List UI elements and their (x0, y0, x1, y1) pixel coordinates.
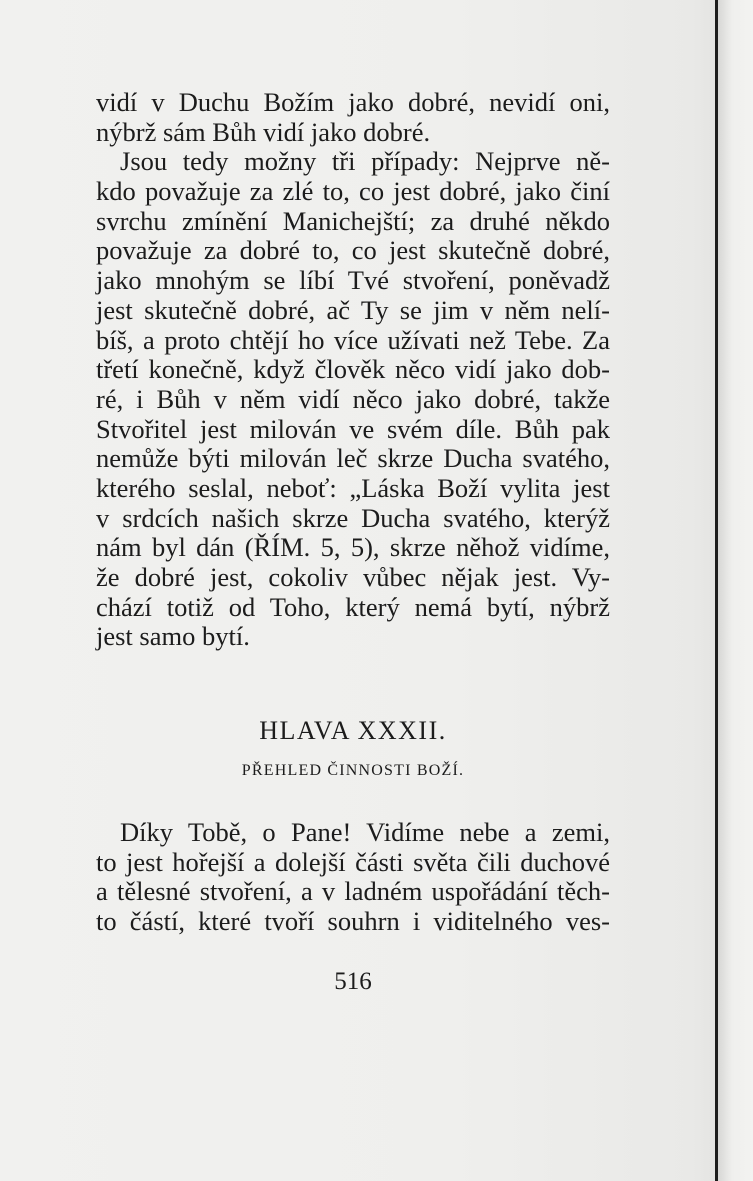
text-line: považuje za dobré to, co jest skutečně dobré, (96, 235, 610, 266)
top-paragraph (96, 88, 610, 652)
text-line: ré, i Bůh v něm vidí něco jako dobré, takže (96, 383, 610, 414)
text-line: Díky Tobě, o Pane! Vidíme nebe a zemi, (120, 817, 610, 847)
text-line: v srdcích našich skrze Ducha svatého, kterýž (96, 502, 610, 533)
chapter-subtitle: PŘEHLED ČINNOSTI BOŽÍ. (241, 762, 465, 779)
text-line: třetí konečně, když člověk něco vidí jako dob- (96, 354, 610, 385)
text-line: nemůže býti milován leč skrze Ducha svatého, (96, 443, 610, 474)
text-line: jest skutečně dobré, ač Ty se jim v něm nelí- (96, 294, 610, 325)
text-line: nýbrž sám Bůh vidí jako dobré. (96, 116, 431, 147)
text-line: bíš, a proto chtějí ho více užívati než Tebe. Za (96, 324, 610, 355)
chapter-title: HLAVA XXXII. (259, 716, 447, 745)
text-line: jest samo bytí. (96, 621, 250, 652)
text-line: vidí v Duchu Božím jako dobré, nevidí oni, (96, 87, 610, 117)
text-line: svrchu zmínění Manichejští; za druhé někdo (96, 205, 610, 236)
text-line: kterého seslal, neboť: „Láska Boží vylita jest (96, 472, 610, 503)
text-line: to jest hořejší a dolejší části světa čili duchové (96, 846, 610, 877)
text-line: Jsou tedy možny tři případy: Nejprve ně- (120, 146, 610, 177)
text-line: a tělesné stvoření, a v ladném uspořádání těch- (96, 876, 610, 907)
text-line: to částí, které tvoří souhrn i viditelného ves- (96, 906, 610, 937)
text-line: že dobré jest, cokoliv vůbec nějak jest. Vy- (96, 562, 610, 592)
text-line: nám byl dán (ŘÍM. 5, 5), skrze něhož vidíme, (96, 532, 610, 563)
page-edge-shadow (718, 0, 753, 1181)
page-number: 516 (334, 968, 372, 995)
text-line: Stvořitel jest milován ve svém díle. Bůh pak (96, 413, 610, 444)
bottom-paragraph (96, 818, 610, 937)
text-line: chází totiž od Toho, který nemá bytí, nýbrž (96, 591, 610, 622)
text-line: kdo považuje za zlé to, co jest dobré, jako činí (96, 176, 610, 207)
text-line: jako mnohým se líbí Tvé stvoření, poněvadž (96, 265, 610, 296)
